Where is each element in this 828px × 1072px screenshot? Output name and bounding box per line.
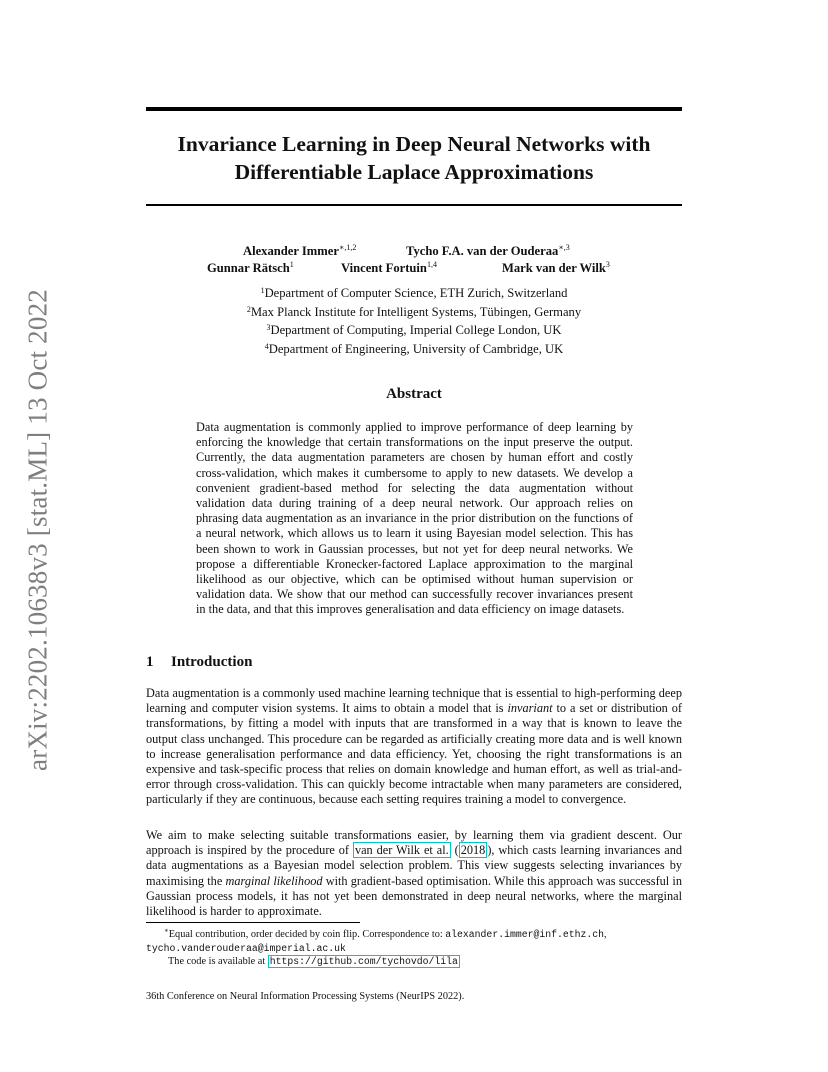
- abstract-text: Data augmentation is commonly applied to improve performance of deep learning by enforcing the knowledge that certain transformations on the input preserve the output. Currently, the data augmentation parameters are chosen by human effort and costly cross-validation, which makes it cumbersome to apply to new datasets. We develop a convenient gradient-based method for selecting the data augmentation without validation data during training of a deep neural network. Our approach relies on phrasing data augmentation as an invariance in the prior distribution on the functions of a neural network, which allows us to learn it using Bayesian model selection. This has been shown to work in Gaussian processes, but not yet for deep neural networks. We propose a differentiable Kronecker-factored Laplace approximation to the marginal likelihood as our objective, which can be optimised without human supervision or validation data. We show that our method can successfully recover invariances present in the data, and that this improves generalisation and data efficiency on image datasets.: [196, 420, 633, 617]
- affiliation-3: $^3$Department of Computing, Imperial College London, UK: [266, 323, 562, 337]
- emphasis-invariant: invariant: [507, 701, 553, 716]
- intro-paragraph-1: Data augmentation is a commonly used machine learning technique that is essential to high-performing deep learning and computer vision systems. It aims to obtain a model that is invariant to a set or distribution of transformations, by fitting a model with inputs that are transformed in a way that is known to leave the output class unchanged. This procedure can be regarded as artificially creating more data and is well known to increase generalisation performance and data efficiency. Yet, choosing the right transformations is an expensive and task-specific process that relies on domain knowledge and human effort, as well as trial-and-error through cross-validation. This can quickly become intractable when many parameters are considered, particularly if they are continuous, because each setting requires training a model to convergence.: [146, 686, 682, 807]
- footnote-mark: ∗: [164, 927, 169, 935]
- title-line-2: Differentiable Laplace Approximations: [234, 160, 594, 184]
- code-repository-link[interactable]: https://github.com/tychovdo/lila: [269, 955, 458, 967]
- author-raetsch: Gunnar Rätsch$^1$: [207, 260, 294, 275]
- section-title: Introduction: [171, 654, 253, 670]
- arxiv-stamp: [0, 0, 60, 1072]
- footnote: ∗Equal contribution, order decided by coin flip. Correspondence to: alexander.immer@inf.ethz.ch, tycho.vanderouderaa@imperial.ac.uk The code is available at https://github.com/tychovdo/lila: [146, 927, 607, 967]
- title-line-1: Invariance Learning in Deep Neural Networks with: [177, 132, 651, 156]
- email-immer[interactable]: alexander.immer@inf.ethz.ch: [445, 929, 605, 941]
- conference-note: 36th Conference on Neural Information Processing Systems (NeurIPS 2022).: [146, 991, 465, 1002]
- citation-link-year[interactable]: 2018: [460, 843, 486, 858]
- email-van-der-ouderaa[interactable]: tycho.vanderouderaa@imperial.ac.uk: [146, 942, 346, 954]
- author-line-1: [146, 239, 682, 256]
- title-rule-bottom: [146, 204, 682, 206]
- author-block: [146, 239, 682, 273]
- affiliation-1: $^1$Department of Computer Science, ETH Zurich, Switzerland: [260, 286, 568, 300]
- author-van-der-ouderaa: Tycho F.A. van der Ouderaa$^{∗,3}$: [406, 243, 570, 258]
- section-heading-introduction: [146, 654, 252, 671]
- abstract-heading: Abstract: [386, 386, 442, 402]
- emphasis-marginal-likelihood: marginal likelihood: [225, 873, 323, 888]
- author-line-2: [146, 256, 682, 273]
- citation-link-author[interactable]: van der Wilk et al.: [354, 843, 449, 858]
- author-fortuin: Vincent Fortuin$^{1,4}$: [341, 260, 437, 275]
- footnote-rule: [146, 922, 360, 923]
- arxiv-identifier: arXiv:2202.10638v3 [stat.ML] 13 Oct 2022: [22, 289, 53, 771]
- affiliation-4: $^4$Department of Engineering, University of Cambridge, UK: [264, 341, 564, 356]
- title-rule-top: [146, 107, 682, 111]
- section-number: 1: [146, 654, 154, 670]
- author-immer: Alexander Immer$^{∗,1,2}$: [243, 243, 357, 258]
- paper-title: [146, 130, 682, 186]
- author-van-der-wilk: Mark van der Wilk$^3$: [502, 260, 610, 275]
- affiliation-2: $^2$Max Planck Institute for Intelligent Systems, Tübingen, Germany: [246, 304, 582, 319]
- affiliations: [146, 283, 682, 357]
- intro-paragraph-2: We aim to make selecting suitable transformations easier, by learning them via gradient descent. Our approach is inspired by the procedure of van der Wilk et al. ( 2018 ), which casts learning invariances and data augmentations as a Bayesian model selection problem. This view suggests selecting invariances by maximising the marginal likelihood with gradient-based optimisation. While this approach was successful in Gaussian process models, it has not yet been demonstrated in deep neural networks, where the marginal likelihood is harder to approximate.: [146, 828, 683, 919]
